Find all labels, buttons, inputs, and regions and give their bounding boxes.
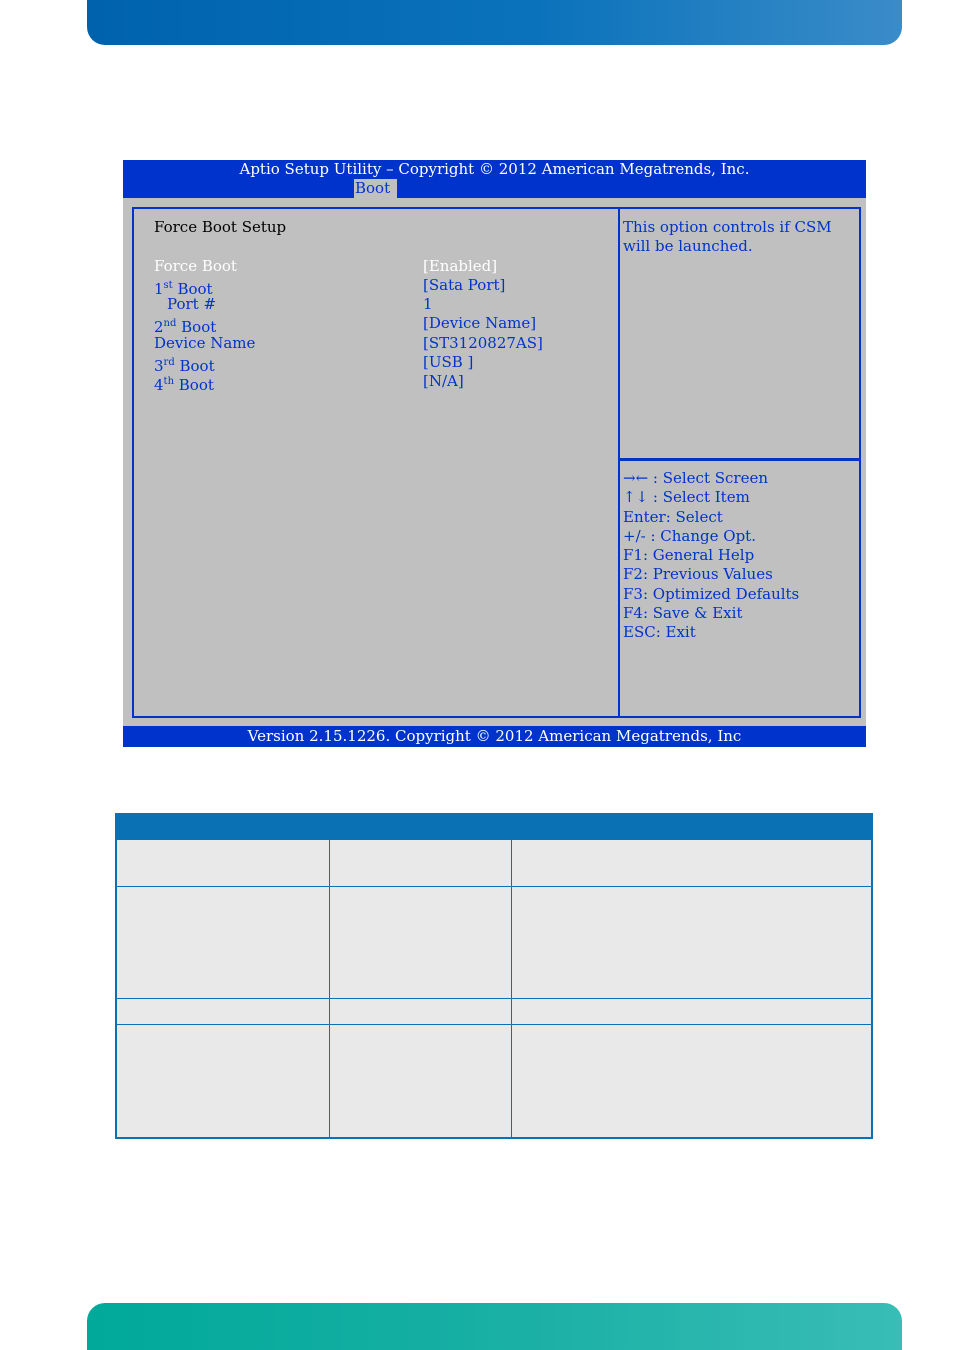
table-row [115, 887, 873, 999]
table-divider [329, 813, 330, 1139]
setting-port-value[interactable]: 1 [423, 295, 433, 313]
table-divider [115, 1137, 873, 1139]
help-line: This option controls if CSM [623, 218, 832, 236]
key-f1: F1: General Help [623, 546, 755, 564]
footer-banner [87, 1303, 902, 1350]
tab-boot[interactable]: Boot [354, 179, 397, 198]
setting-force-boot-value[interactable]: [Enabled] [423, 257, 498, 275]
bios-footer: Version 2.15.1226. Copyright © 2012 American Megatrends, Inc [123, 726, 866, 747]
table-row [115, 840, 873, 887]
setting-4th-boot-label[interactable]: 4th Boot [154, 376, 214, 394]
table-divider [115, 886, 873, 887]
setting-1st-boot-value[interactable]: [Sata Port] [423, 276, 506, 294]
help-line: will be launched. [623, 237, 753, 255]
key-f4: F4: Save & Exit [623, 604, 743, 622]
table-divider [511, 813, 512, 1139]
key-change-opt: +/- : Change Opt. [623, 527, 756, 545]
setting-4th-boot-value[interactable]: [N/A] [423, 372, 464, 390]
arrow-up-down-icon: ↑↓ [623, 488, 649, 506]
setting-2nd-boot-label[interactable]: 2nd Boot [154, 318, 217, 336]
key-select-item: ↑↓ : Select Item [623, 488, 750, 506]
setting-device-name-value[interactable]: [ST3120827AS] [423, 334, 543, 352]
key-f3: F3: Optimized Defaults [623, 585, 800, 603]
setting-1st-boot-label[interactable]: 1st Boot [154, 280, 213, 298]
arrow-left-right-icon: →← [623, 469, 649, 487]
setting-3rd-boot-value[interactable]: [USB ] [423, 353, 474, 371]
table-row [115, 1025, 873, 1139]
help-text [623, 218, 853, 256]
setting-3rd-boot-label[interactable]: 3rd Boot [154, 357, 215, 375]
table-border [115, 813, 117, 1139]
setting-device-name-label[interactable]: Device Name [154, 334, 256, 352]
table-divider [115, 998, 873, 999]
table-border [871, 813, 873, 1139]
key-enter: Enter: Select [623, 508, 723, 526]
setting-force-boot-label[interactable]: Force Boot [154, 257, 237, 275]
header-banner [87, 0, 902, 45]
table-row [115, 999, 873, 1025]
page-title: Force Boot Setup [154, 218, 287, 236]
bios-content-layer [123, 160, 866, 747]
key-select-screen: →← : Select Screen [623, 469, 769, 487]
table-divider [115, 1024, 873, 1025]
setting-2nd-boot-value[interactable]: [Device Name] [423, 314, 537, 332]
setting-port-label[interactable]: Port # [167, 295, 217, 313]
key-f2: F2: Previous Values [623, 565, 773, 583]
bios-title: Aptio Setup Utility – Copyright © 2012 American Megatrends, Inc. [239, 160, 750, 178]
table-header [115, 813, 873, 840]
key-esc: ESC: Exit [623, 623, 696, 641]
settings-table [115, 813, 873, 1139]
